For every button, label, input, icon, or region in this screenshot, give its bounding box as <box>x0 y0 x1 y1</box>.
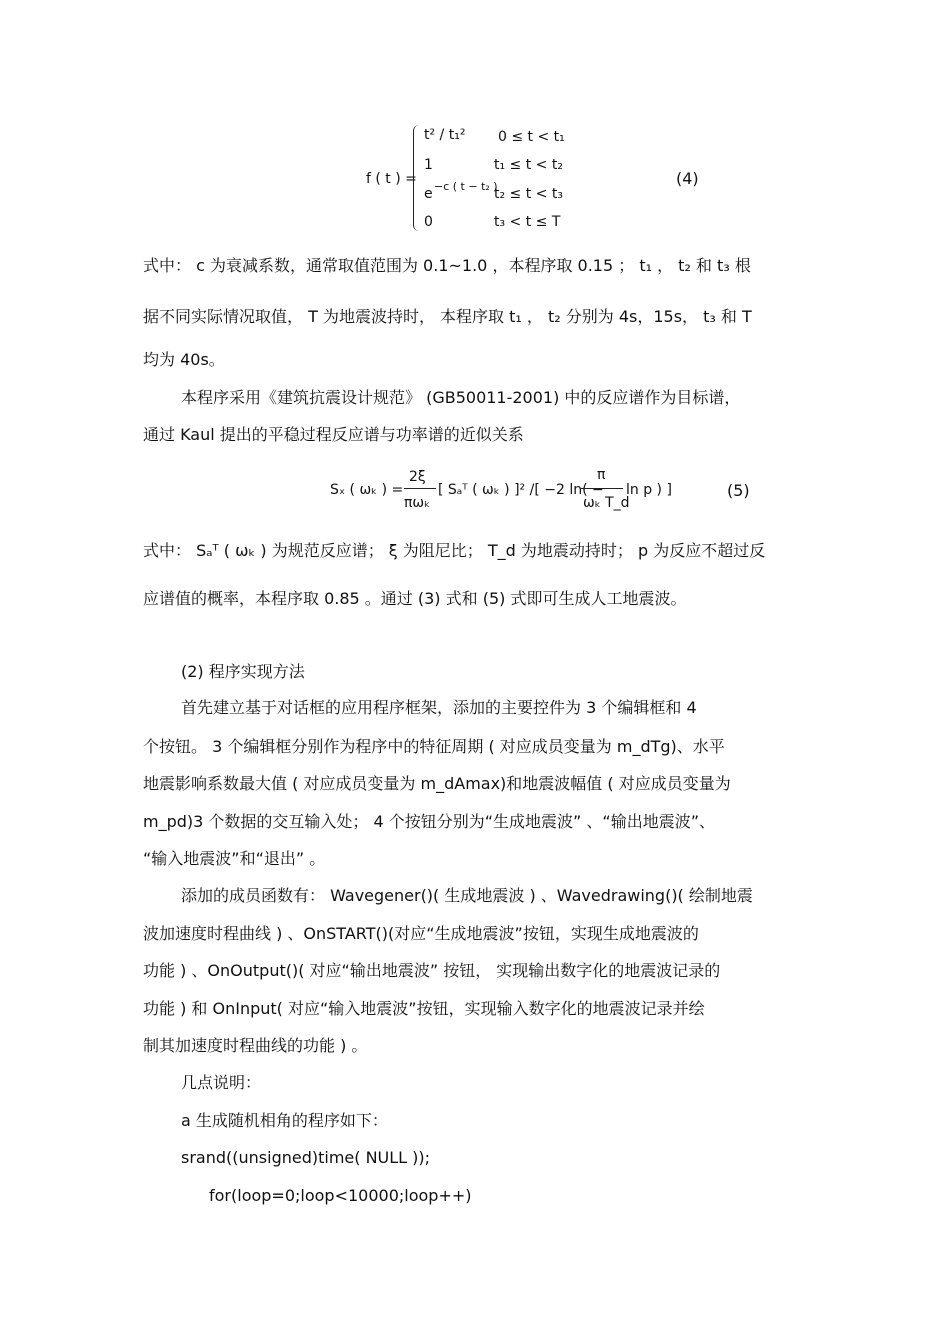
para5-line3: 功能 ) 、OnOutput()( 对应“输出地震波” 按钮， 实现输出数字化的地震波记录的 <box>143 961 721 980</box>
para5-line5: 制其加速度时程曲线的功能 ) 。 <box>143 1036 368 1055</box>
para4-line4: m_pd)3 个数据的交互输入处； 4 个按钮分别为“生成地震波” 、“输出地震波”、 <box>143 812 716 831</box>
para5-line1: 添加的成员函数有： Wavegener()( 生成地震波 ) 、Wavedrawing()( 绘制地震 <box>181 886 753 905</box>
notes-heading: 几点说明： <box>181 1073 262 1092</box>
eq4-case2-cond: t₁ ≤ t < t₂ <box>494 157 563 173</box>
para3-line1: 式中： Sₐᵀ ( ωₖ ) 为规范反应谱； ξ 为阻尼比； T_d 为地震动持时； p 为反应不超过反 <box>143 541 766 560</box>
eq4-case3-exponent: −c ( t − t₂ ) <box>434 180 498 193</box>
code-line-2: for(loop=0;loop<10000;loop++) <box>209 1186 472 1205</box>
para1-line1: 式中： c 为衰减系数，通常取值范围为 0.1~1.0 ，本程序取 0.15 ； t₁ ， t₂ 和 t₃ 根 <box>143 256 751 275</box>
eq4-lhs: f ( t ) = <box>366 171 417 187</box>
para4-line2: 个按钮。 3 个编辑框分别作为程序中的特征周期 ( 对应成员变量为 m_dTg)、水平 <box>143 737 725 756</box>
para5-line4: 功能 ) 和 OnInput( 对应“输入地震波”按钮，实现输入数字化的地震波记录并绘 <box>143 999 705 1018</box>
eq5-frac2-denominator: ωₖ T_d <box>583 495 630 511</box>
code-line-1: srand((unsigned)time( NULL )); <box>181 1148 431 1167</box>
eq5-frac1-bar <box>404 488 436 489</box>
eq5-number: (5) <box>727 481 750 500</box>
eq5-middle: [ Sₐᵀ ( ωₖ ) ]² /[ −2 ln( − <box>438 482 604 498</box>
eq4-case4-cond: t₃ < t ≤ T <box>494 214 561 230</box>
eq4-case1-cond: 0 ≤ t < t₁ <box>498 129 565 145</box>
eq5-frac2-bar <box>581 488 623 489</box>
eq5-tail: ln p ) ] <box>626 482 672 498</box>
para4-line3: 地震影响系数最大值 ( 对应成员变量为 m_dAmax)和地震波幅值 ( 对应成员变量为 <box>143 774 731 793</box>
para1-line3: 均为 40s。 <box>143 350 225 369</box>
notes-item-a: a 生成随机相角的程序如下： <box>181 1111 388 1130</box>
eq4-number: (4) <box>676 169 699 188</box>
eq4-case3-cond: t₂ ≤ t < t₃ <box>494 186 563 202</box>
eq5-frac1-denominator: πωₖ <box>404 495 431 511</box>
eq4-case3-expr: e <box>424 186 433 202</box>
eq4-case2-expr: 1 <box>424 157 433 173</box>
eq5-frac1-numerator: 2ξ <box>409 469 426 485</box>
eq4-case1-expr: t² / t₁² <box>424 127 466 143</box>
eq5-lhs: Sₓ ( ωₖ ) = <box>330 482 404 498</box>
eq4-brace <box>413 125 422 231</box>
para2-line2: 通过 Kaul 提出的平稳过程反应谱与功率谱的近似关系 <box>143 425 524 444</box>
para4-line1: 首先建立基于对话框的应用程序框架，添加的主要控件为 3 个编辑框和 4 <box>181 698 697 717</box>
section-heading: (2) 程序实现方法 <box>181 662 305 681</box>
para1-line2: 据不同实际情况取值， T 为地震波持时， 本程序取 t₁ ， t₂ 分别为 4s，15s， t₃ 和 T <box>143 307 752 326</box>
para3-line2: 应谱值的概率，本程序取 0.85 。通过 (3) 式和 (5) 式即可生成人工地震波。 <box>143 589 687 608</box>
eq4-case4-expr: 0 <box>424 214 433 230</box>
para4-line5: “输入地震波”和“退出” 。 <box>143 849 326 868</box>
eq5-frac2-numerator: π <box>597 467 606 483</box>
para5-line2: 波加速度时程曲线 ) 、OnSTART()(对应“生成地震波”按钮，实现生成地震波的 <box>143 924 699 943</box>
para2-line1: 本程序采用《建筑抗震设计规范》 (GB50011-2001) 中的反应谱作为目标谱， <box>181 388 741 407</box>
